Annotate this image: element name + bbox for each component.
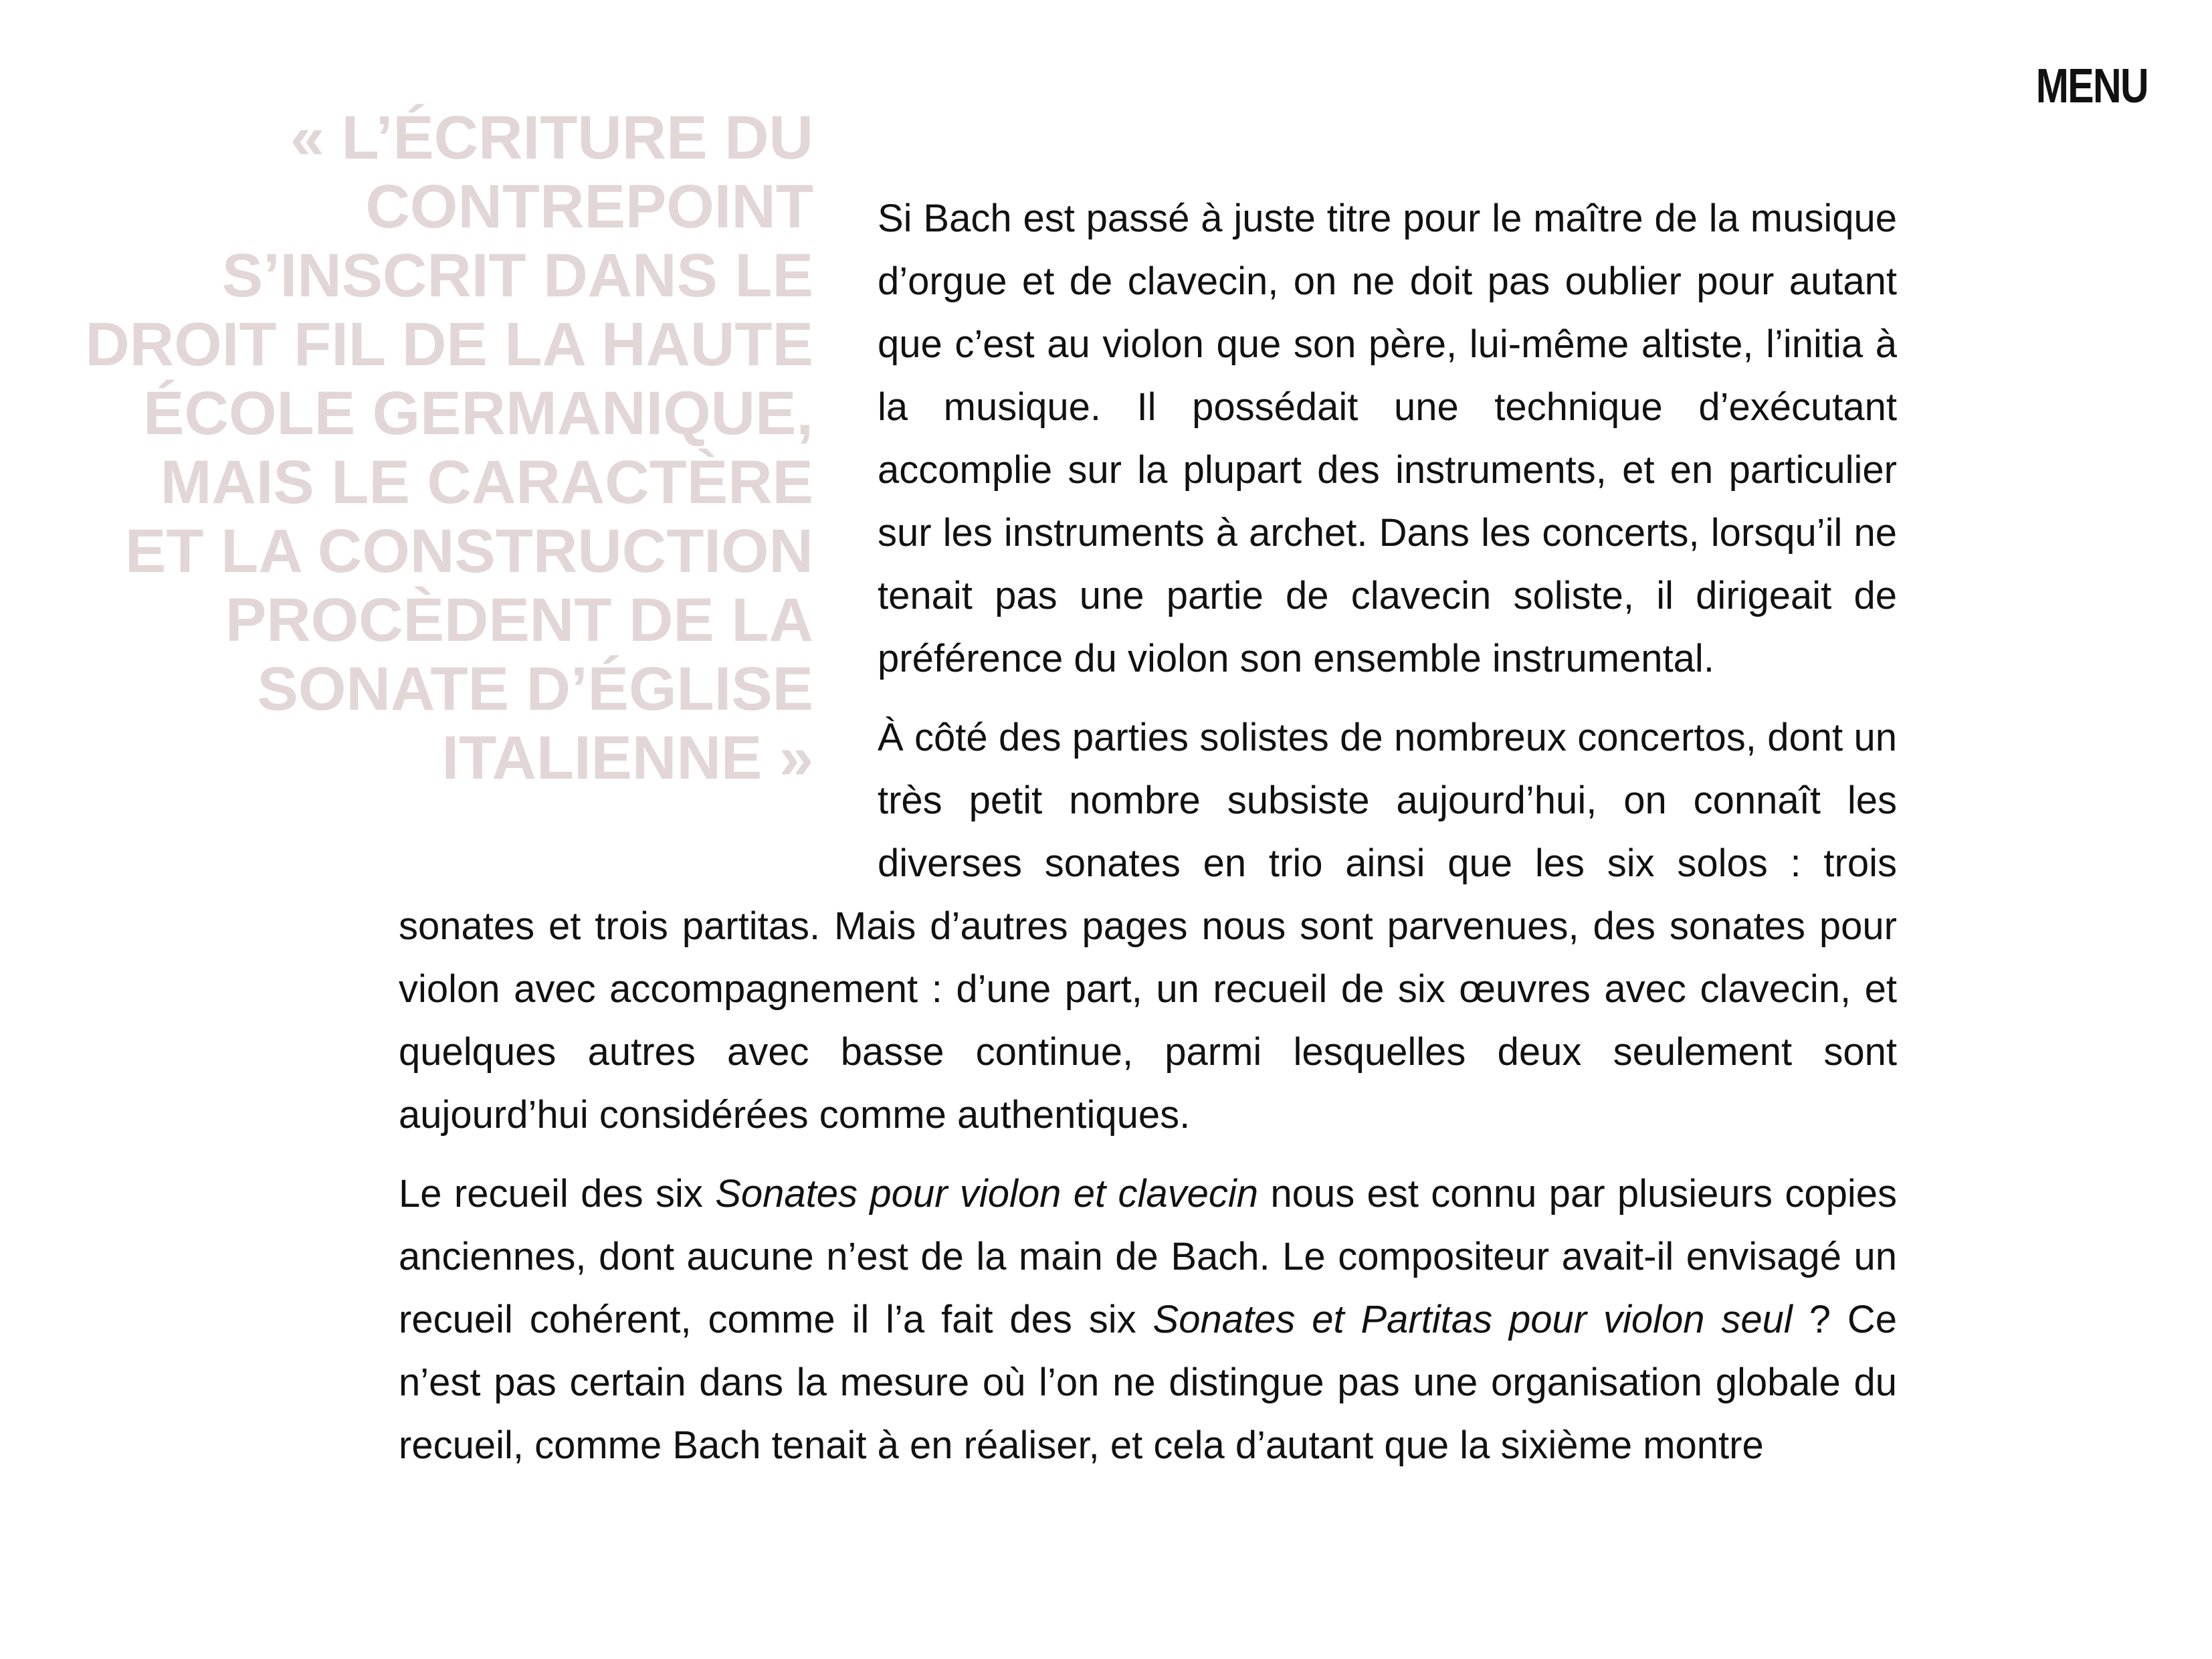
paragraph-3 <box>399 1163 1897 1477</box>
paragraph-1: Si Bach est passé à juste titre pour le maître de la musique d’orgue et de clavecin, on ne doit pas oublier pour autant que c’est au violon que son père, lui-même altiste, l’initia à la musique. Il possédait une technique d’exécutant accomplie sur la plupart des instruments, et en particulier sur les instruments à archet. Dans les concerts, lorsqu’il ne tenait pas une partie de clavecin soliste, il dirigeait de préférence du violon son ensemble instrumental. <box>878 197 1897 680</box>
article-body <box>85 104 1898 1493</box>
work-title-sonates-violon-clavecin: Sonates pour violon et clavecin <box>715 1172 1259 1215</box>
pull-quote: « L’ÉCRITURE DU CONTREPOINT S’INSCRIT DANS LE DROIT FIL DE LA HAUTE ÉCOLE GERMANIQUE, MAIS LE CARACTÈRE ET LA CONSTRUCTION PROCÈDENT DE LA SONATE D’ÉGLISE ITALIENNE » <box>85 104 813 792</box>
paragraph-2: À côté des parties solistes de nombreux concertos, dont un très petit nombre subsiste aujourd’hui, on connaît les diverses sonates en trio ainsi que les six solos : trois sonates et trois partitas. Mais d’autres pages nous sont parvenues, des sonates pour violon avec accompagnement : d’une part, un recueil de six œuvres avec clavecin, et quelques autres avec basse continue, parmi lesquelles deux seulement sont aujourd’hui considérées comme authentiques. <box>399 716 1897 1137</box>
menu-button[interactable]: MENU <box>2035 60 2148 113</box>
paragraph-3-text-a: Le recueil des six <box>399 1172 716 1215</box>
paragraph-3-text-c: ? Ce n’est pas certain dans la mesure où l’on ne distingue pas une organisation globale du recueil, comme Bach tenait à en réaliser, et cela d’autant que la sixième montre <box>399 1298 1897 1467</box>
paragraph-3-text-b: nous est connu par plusieurs copies anciennes, dont aucune n’est de la main de Bach. Le compositeur avait-il envisagé un recueil cohérent, comme il l’a fait des six <box>399 1172 1898 1341</box>
work-title-sonates-partitas: Sonates et Partitas pour violon seul <box>1152 1298 1793 1341</box>
